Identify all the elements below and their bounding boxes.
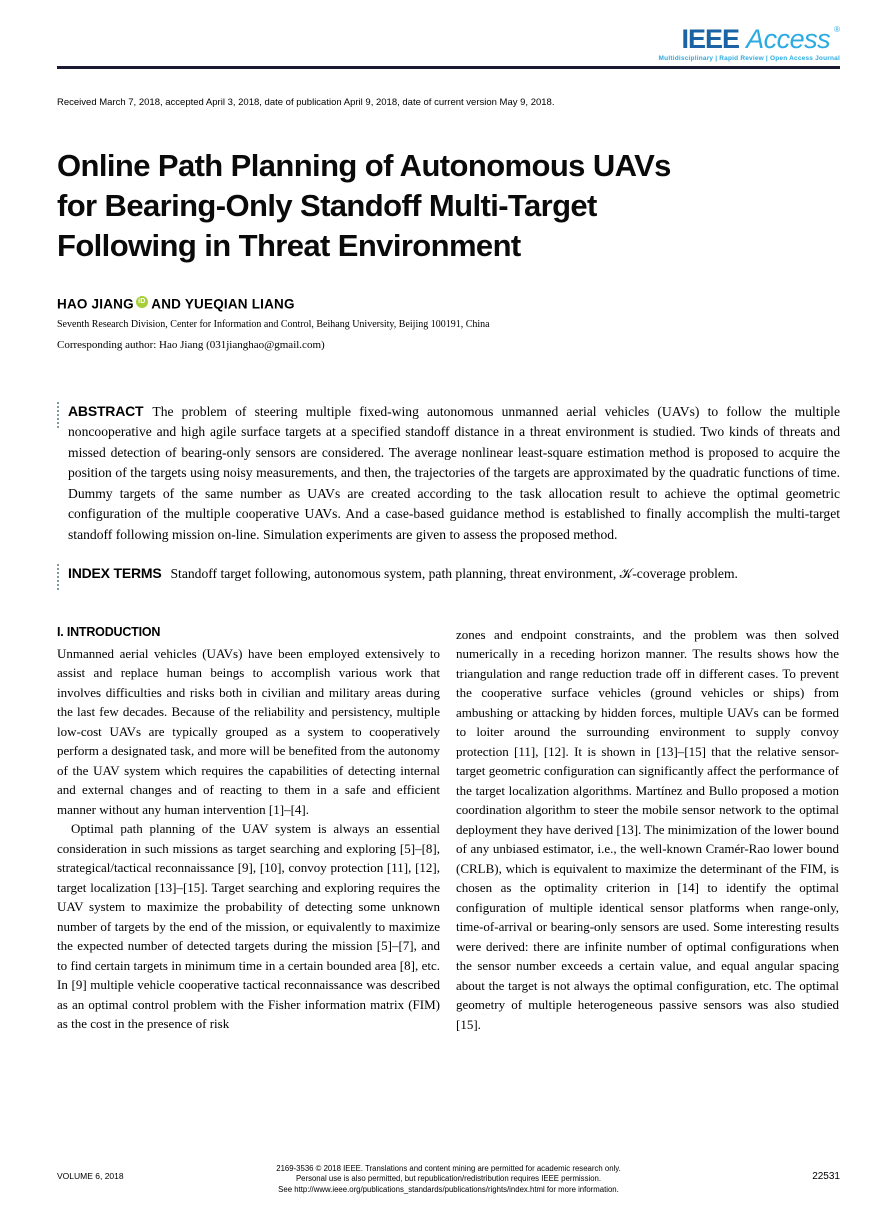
abstract-text — [68, 401, 840, 546]
right-column — [456, 625, 839, 1035]
affiliation-line: Seventh Research Division, Center for Information and Control, Beihang University, Beijing 100191, China — [57, 318, 490, 330]
intro-paragraph-1: Unmanned aerial vehicles (UAVs) have been employed extensively to assist and replace human beings to accomplish various work that involves difficulties and risks both in civilian and military areas during the last few decades. Because of the reliability and persistency, multiple low-cost UAVs are typically grouped as a system to cooperatively perform a designated task, and more will be benefited from the autonomy of the UAV system which requires the capabilities of detecting internal and external changes and of reacting to them in a safe and efficient manner without any human intervention [1]–[4]. — [57, 645, 440, 817]
access-logo-text: Access — [746, 24, 831, 54]
author-name-2: YUEQIAN LIANG — [184, 296, 295, 312]
dotted-rule-icon — [57, 564, 59, 590]
title-line-2: for Bearing-Only Standoff Multi-Target — [57, 188, 597, 223]
abstract-block — [57, 401, 840, 546]
abstract-body: The problem of steering multiple fixed-wing autonomous unmanned aerial vehicles (UAVs) to follow the multiple noncooperative and high agile surface targets at a specified standoff distance in a threat environment is studied. Two kinds of threats and missed detection of bearing-only sensors are considered. The average nonlinear least-square estimation method is proposed to acquire the position of the targets using noisy measurements, and then, the trajectories of the targets are approximated by the quadratic functions of time. Dummy targets of the same number as UAVs are created according to the task allocation result to achieve the optimal geometric configuration of the multiple cooperative UAVs. And a case-based guidance method is established to finally accomplish the multi-target standoff following mission on-line. Simulation experiments are given to assess the proposed method. — [68, 403, 840, 542]
orcid-icon: iD — [136, 296, 148, 308]
page-footer — [57, 1164, 840, 1196]
copyright-line-1: 2169-3536 © 2018 IEEE. Translations and content mining are permitted for academic research only. — [276, 1163, 621, 1173]
received-dateline: Received March 7, 2018, accepted April 3, 2018, date of publication April 9, 2018, date of current version May 9, 2018. — [57, 97, 555, 108]
volume-label: VOLUME 6, 2018 — [57, 1170, 124, 1181]
intro-paragraph-2: Optimal path planning of the UAV system is always an essential consideration in such missions as target searching and exploring [5]–[8], strategical/tactical reconnaissance [9], [10], convoy protection [11], [12], target localization [13]–[15]. Target searching and exploring requires the UAV system to maximize the probability of detecting some unknown number of targets by the end of the mission, or equivalently to maximize the expected number of detected targets during the mission [5]–[7], and to find certain targets in minimum time in a certain bounded area [8], etc. In [9] multiple vehicle cooperative tactical reconnaissance was described as an optimal control problem with the Fisher information matrix (FIM) as the cost in the presence of risk — [57, 821, 440, 1031]
copyright-line-3: See http://www.ieee.org/publications_standards/publications/rights/index.html for more information. — [278, 1184, 619, 1194]
left-column — [57, 625, 440, 1035]
index-terms-label: INDEX TERMS — [68, 565, 162, 581]
index-terms-text — [68, 563, 840, 585]
copyright-notes — [187, 1164, 710, 1196]
header-rule — [57, 66, 840, 69]
registered-mark: ® — [834, 25, 840, 34]
copyright-line-2: Personal use is also permitted, but republication/redistribution requires IEEE permission. — [295, 1174, 602, 1183]
index-terms-block — [57, 563, 840, 585]
section-heading-introduction: I. INTRODUCTION — [57, 624, 161, 639]
authors-line — [57, 296, 840, 312]
intro-paragraph-2-continued: zones and endpoint constraints, and the problem was then solved numerically in a receding horizon manner. The results shows how the triangulation and range reduction trade off in different cases. To prevent the cooperative surface vehicles (ground vehicles or ships) from ambushing or attacking by hidden forces, multiple UAVs can be formed to loiter around the surrounding environment to supply convoy protection [11], [12]. It is shown in [13]–[15] that the relative sensor-target geometric configuration can significantly affect the performance of the target localization algorithms. Martínez and Bullo proposed a motion coordination algorithm to steer the mobile sensor network to the optimal deployment they have derived [13]. The minimization of the lower bound of any unbiased estimator, i.e., the well-known Cramér-Rao lower bound (CRLB), which is equivalent to maximize the determinant of the FIM, is chosen as the optimality criterion in [14] to identify the optimal configuration of multiple identical sensor platforms when range-only, time-of-arrival or bearing-only sensors are used. Some interesting results were derived: there are infinite number of optimal configurations when the sensor number exceeds a certain value, and equal angular spacing about the target is not always the optimal configuration, etc. The optimal geometry of multiple heterogeneous passive sensors was also studied [15]. — [456, 626, 839, 1032]
ieee-access-logo — [57, 26, 840, 62]
ieee-logo-text: IEEE — [681, 24, 740, 54]
page-header — [57, 0, 840, 108]
abstract-label: ABSTRACT — [68, 402, 144, 419]
index-terms-body: Standoff target following, autonomous system, path planning, threat environment, 𝒦-coverage problem. — [170, 566, 738, 581]
paper-title — [57, 146, 840, 266]
two-column-body — [57, 625, 840, 1035]
corresponding-author-line: Corresponding author: Hao Jiang (031jianghao@gmail.com) — [57, 338, 325, 351]
title-line-3: Following in Threat Environment — [57, 228, 521, 263]
title-line-1: Online Path Planning of Autonomous UAVs — [57, 148, 671, 183]
journal-tagline: Multidisciplinary | Rapid Review | Open Access Journal — [658, 55, 840, 62]
page-number: 22531 — [812, 1170, 840, 1182]
logo-wordmark — [57, 26, 840, 53]
author-name-1: HAO JIANG — [57, 296, 134, 312]
dotted-rule-icon — [57, 402, 59, 428]
authors-connector: AND — [151, 296, 182, 312]
